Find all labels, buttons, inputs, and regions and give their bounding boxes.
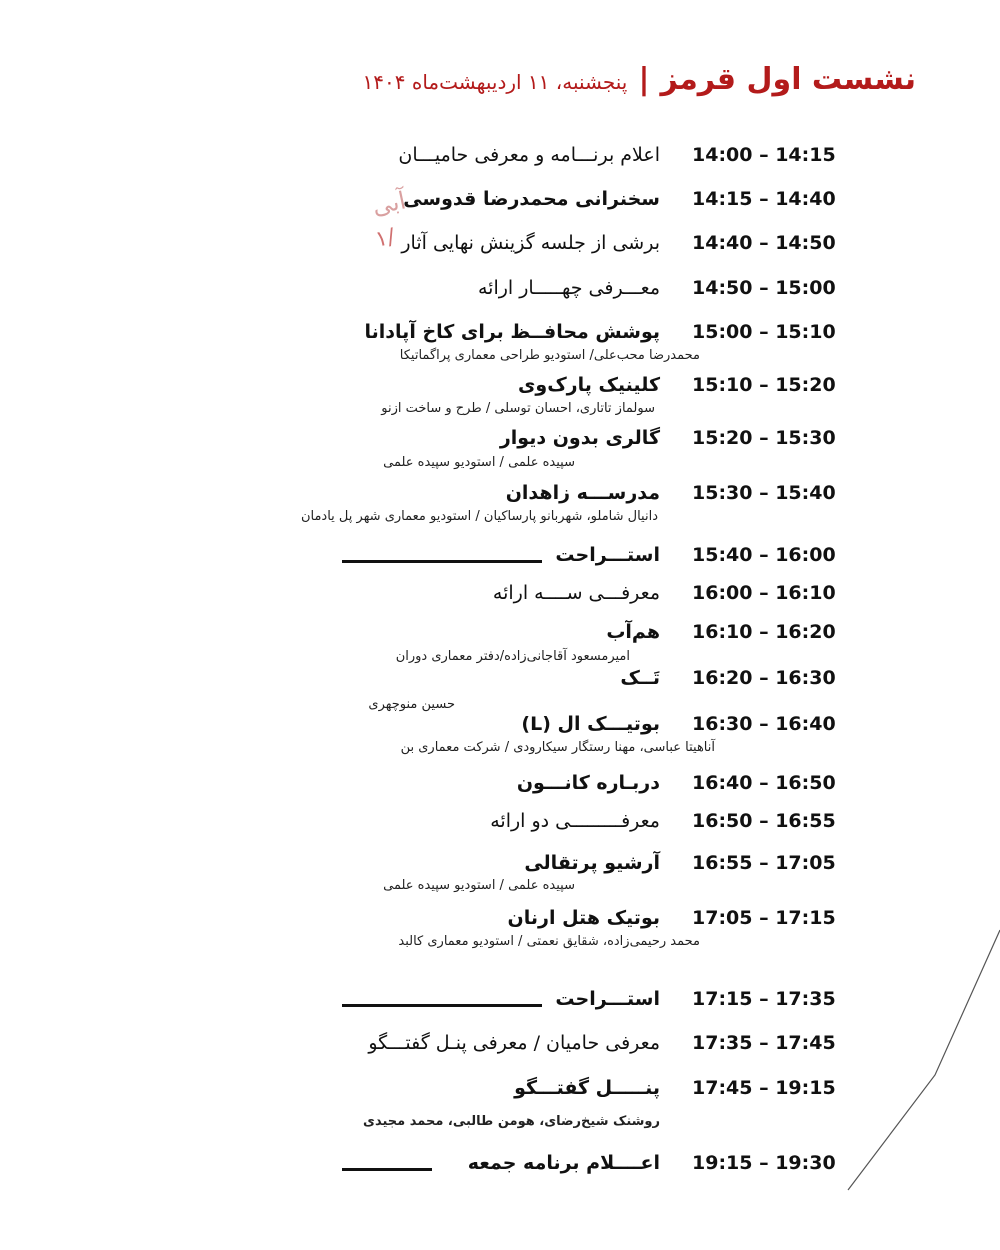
row-title: گالری بدون دیوار: [499, 427, 660, 449]
time-range: 15:00 – 15:10: [692, 321, 836, 343]
row-subtitle: سپیده علمی / استودیو سپیده علمی: [383, 878, 575, 893]
row-subtitle: محمدرضا محب‌علی/ استودیو طراحی معماری پراگماتیکا: [399, 348, 700, 363]
time-range: 14:15 – 14:40: [692, 188, 836, 210]
row-title: استـــراحت: [555, 544, 660, 566]
row-subtitle: آناهیتا عباسی، مهنا رستگار سیکارودی / شرکت معماری بن: [400, 740, 715, 755]
time-range: 14:00 – 14:15: [692, 144, 836, 166]
session-date: پنجشنبه، ۱۱ اردیبهشت‌ماه ۱۴۰۴: [362, 70, 628, 94]
row-subtitle: روشنک شیخ‌رضای، هومن طالبی، محمد مجیدی: [363, 1114, 660, 1129]
row-title: پنـــــل گفتـــگو: [514, 1077, 660, 1099]
session-title: نشست اول قرمز: [660, 62, 916, 97]
row-title: معـــرفی چهـــــار ارائه: [477, 277, 660, 299]
time-range: 14:40 – 14:50: [692, 232, 836, 254]
time-range: 16:40 – 16:50: [692, 772, 836, 794]
row-title: آرشیو پرتقالی: [524, 852, 660, 874]
row-title: اعــــلام برنامه جمعه: [467, 1152, 660, 1174]
row-title: معرفـــی ســــه ارائه: [492, 582, 660, 604]
watermark-text-a: آبی: [369, 186, 409, 221]
row-title: معرفـــــــــی دو ارائه: [490, 810, 660, 832]
time-range: 16:10 – 16:20: [692, 621, 836, 643]
row-title: کلینیک پارک‌وی: [517, 374, 660, 396]
time-range: 17:05 – 17:15: [692, 907, 836, 929]
time-range: 15:20 – 15:30: [692, 427, 836, 449]
time-range: 15:40 – 16:00: [692, 544, 836, 566]
row-title: معرفی حامیان / معرفی پنـل گفتـــگو: [368, 1032, 660, 1054]
row-subtitle: سولماز تاتاری، احسان توسلی / طرح و ساخت ازنو: [381, 401, 655, 416]
row-title: اعلام برنـــامه و معرفی حامیـــان: [398, 144, 660, 166]
row-title: پوشش محافــظ برای کاخ آپادانا: [364, 321, 660, 343]
time-range: 17:35 – 17:45: [692, 1032, 836, 1054]
time-range: 16:00 – 16:10: [692, 582, 836, 604]
row-subtitle: حسین منوچهری: [368, 697, 455, 712]
row-title: تَــک: [620, 667, 660, 689]
time-range: 17:45 – 19:15: [692, 1077, 836, 1099]
watermark-text-b: ۱/: [373, 224, 398, 253]
time-range: 17:15 – 17:35: [692, 988, 836, 1010]
time-range: 15:30 – 15:40: [692, 482, 836, 504]
row-subtitle: سپیده علمی / استودیو سپیده علمی: [383, 455, 575, 470]
row-title: مدرســـه زاهدان: [505, 482, 660, 504]
time-range: 16:50 – 16:55: [692, 810, 836, 832]
row-subtitle: دانیال شاملو، شهربانو پارساکیان / استودیو معماری شهر پل یادمان: [300, 509, 658, 524]
row-subtitle: محمد رحیمی‌زاده، شقایق نعمتی / استودیو معماری کالبد: [398, 934, 700, 949]
time-range: 16:55 – 17:05: [692, 852, 836, 874]
row-title: هم‌آب: [606, 621, 660, 643]
row-subtitle: امیرمسعود آقاجانی‌زاده/دفتر معماری دوران: [395, 649, 630, 664]
row-title: بوتیک هتل ارنان: [507, 907, 660, 929]
row-title: بوتیـــک ال (L): [521, 713, 660, 735]
row-title: برشی از جلسه گزینش نهایی آثار: [401, 232, 660, 254]
title-separator: |: [638, 62, 650, 97]
time-range: 19:15 – 19:30: [692, 1152, 836, 1174]
row-title: دربـاره کانـــون: [516, 772, 660, 794]
row-title: استـــراحت: [555, 988, 660, 1010]
time-range: 16:30 – 16:40: [692, 713, 836, 735]
row-title: سخنرانی محمدرضا قدوسی: [403, 188, 660, 210]
time-range: 16:20 – 16:30: [692, 667, 836, 689]
time-range: 14:50 – 15:00: [692, 277, 836, 299]
time-range: 15:10 – 15:20: [692, 374, 836, 396]
